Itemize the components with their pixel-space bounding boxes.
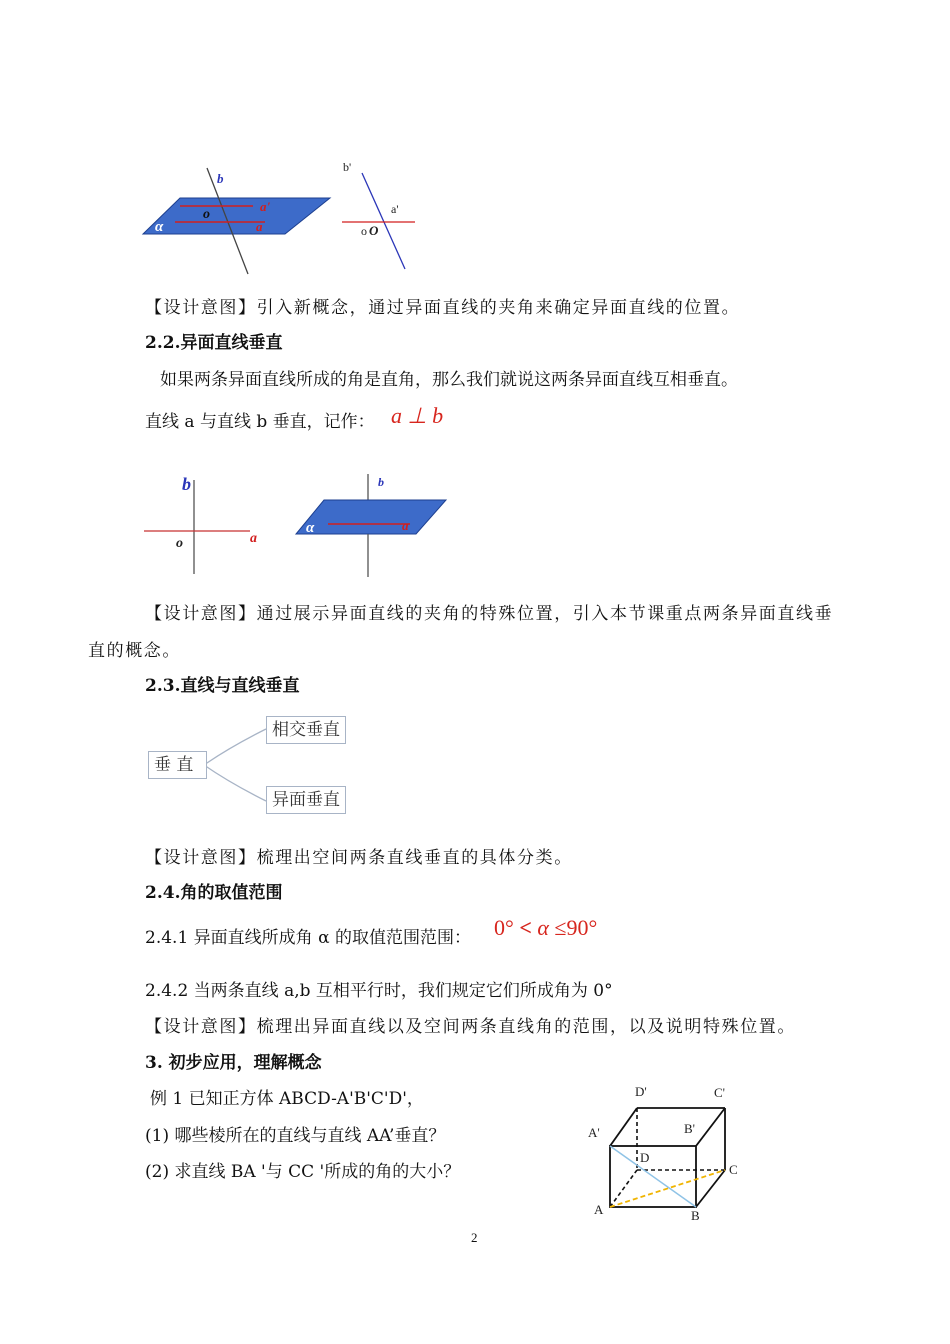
label-b: b: [182, 474, 191, 494]
label-a-prime-right: a': [391, 202, 399, 216]
angle-range-formula: [494, 915, 597, 941]
label-a: a: [256, 219, 263, 234]
label-a: a: [402, 518, 409, 533]
design-intent-4: 【设计意图】梳理出异面直线以及空间两条直线角的范围，以及说明特殊位置。: [145, 1017, 796, 1037]
design-intent-2-line2: 直的概念。: [88, 641, 181, 661]
perpendicular-notation-formula: a ⊥ b: [391, 403, 444, 428]
tree-root-perpendicular: 垂 直: [148, 751, 207, 779]
label-o: o: [203, 207, 210, 222]
label-a-prime: a': [260, 199, 271, 214]
figure2-left: [140, 470, 270, 580]
label-o: o: [176, 536, 183, 551]
section-2-3-title: 2.3.直线与直线垂直: [145, 676, 300, 696]
diagonal-ac: [610, 1170, 725, 1207]
section-2-2-title: 2.2.异面直线垂直: [145, 333, 283, 353]
design-intent-3: 【设计意图】梳理出空间两条直线垂直的具体分类。: [145, 848, 573, 868]
formula-zero: 0°: [494, 915, 514, 940]
diagonal-a1b: [610, 1146, 696, 1207]
section-2-2-paragraph: 如果两条异面直线所成的角是直角，那么我们就说这两条异面直线互相垂直。: [160, 370, 738, 390]
label-c1: C': [714, 1085, 726, 1100]
tree-branch-intersecting: 相交垂直: [266, 716, 346, 744]
design-intent-1: 【设计意图】引入新概念，通过异面直线的夹角来确定异面直线的位置。: [145, 298, 741, 318]
figure1-right: [335, 155, 425, 275]
question-1-text: (1) 哪些棱所在的直线与直线 AA’垂直？: [145, 1126, 446, 1146]
tree-branch-skew: 异面垂直: [266, 786, 346, 814]
label-a: a: [250, 531, 257, 546]
label-b: B: [691, 1208, 700, 1223]
label-b: b: [378, 475, 384, 489]
section-2-4-title: 2.4.角的取值范围: [145, 883, 283, 903]
edge-b1c1: [696, 1108, 725, 1146]
plane-alpha: [296, 500, 446, 534]
formula-le-ninety: ≤90°: [554, 915, 598, 940]
plane-alpha: [143, 198, 330, 234]
edge-a1d1: [610, 1108, 637, 1146]
cube-figure: [585, 1078, 745, 1223]
line-b-prime: [362, 173, 405, 269]
label-b1: B': [684, 1121, 696, 1136]
label-alpha: α: [155, 219, 164, 235]
section-3-title: 3. 初步应用，理解概念: [145, 1053, 322, 1073]
label-o-large: O: [369, 223, 379, 238]
perpendicular-notation-text: 直线 a 与直线 b 垂直，记作：: [145, 412, 375, 432]
figure2-right: [290, 468, 460, 583]
page-number: 2: [471, 1230, 478, 1245]
parallel-angle-text: 2.4.2 当两条直线 a,b 互相平行时，我们规定它们所成角为 0°: [145, 981, 613, 1001]
design-intent-2-line1: 【设计意图】通过展示异面直线的夹角的特殊位置，引入本节课重点两条异面直线垂: [145, 604, 834, 624]
angle-range-text: 2.4.1 异面直线所成角 α 的取值范围范围：: [145, 928, 471, 948]
label-o-small: o: [361, 224, 367, 238]
label-b: b: [217, 171, 224, 186]
label-a1: A': [588, 1125, 600, 1140]
label-a: A: [594, 1202, 604, 1217]
question-2-text: (2) 求直线 BA '与 CC '所成的角的大小？: [145, 1162, 461, 1182]
label-c: C: [729, 1162, 738, 1177]
edge-ad-hidden: [610, 1170, 637, 1207]
label-alpha: α: [306, 520, 315, 536]
formula-alpha: α: [537, 915, 549, 940]
label-d: D: [640, 1150, 650, 1165]
example-1-text: 例 1 已知正方体 ABCD-A'B'C'D'，: [150, 1089, 424, 1109]
label-b-prime: b': [343, 160, 352, 174]
figure1-left: [135, 160, 335, 280]
formula-less-than: <: [519, 915, 532, 940]
label-d1: D': [635, 1084, 647, 1099]
classification-connectors: [200, 725, 270, 815]
